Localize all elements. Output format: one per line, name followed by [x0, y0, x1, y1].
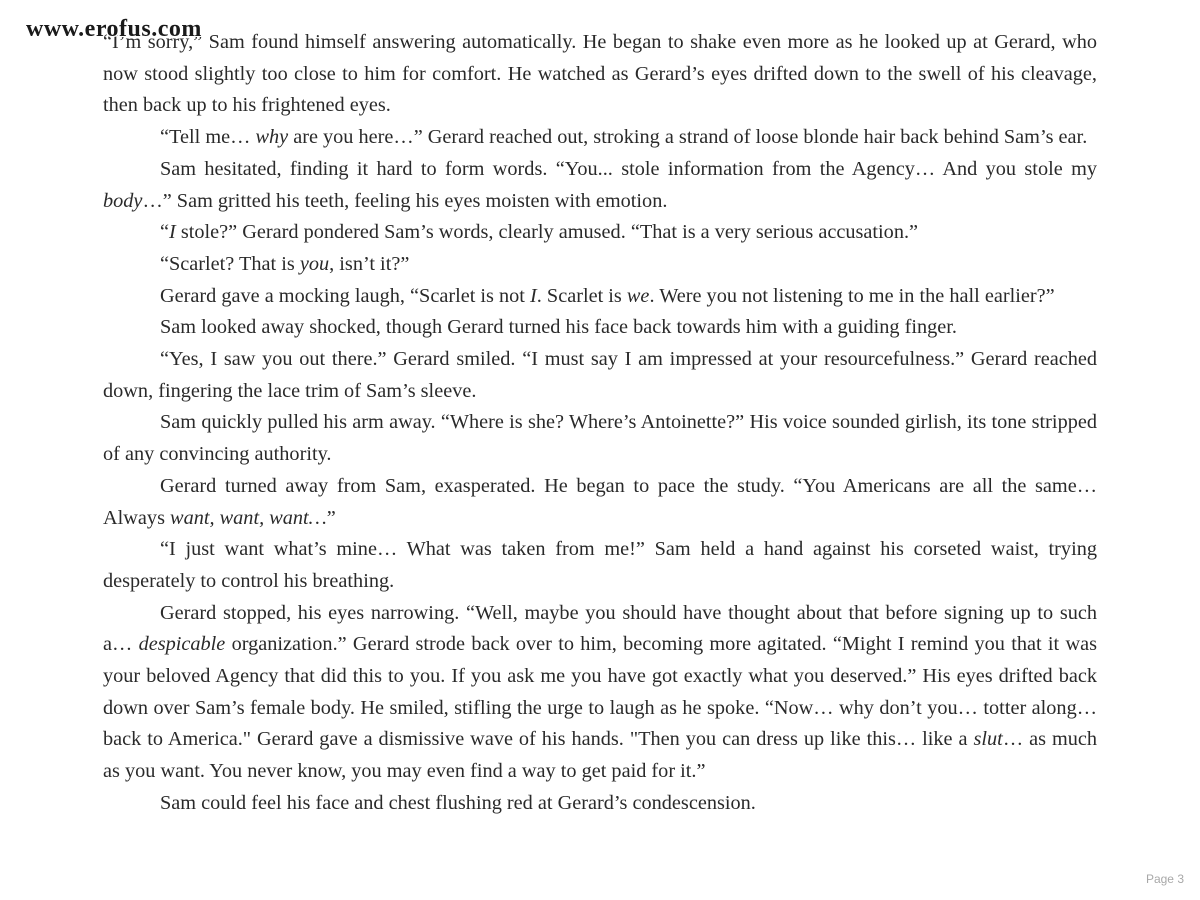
- italic-text: slut: [973, 728, 1003, 751]
- paragraph: [103, 407, 1097, 470]
- text-run: Sam looked away shocked, though Gerard turned his face back towards him with a guiding finger.: [160, 316, 957, 339]
- paragraph: [103, 217, 1097, 249]
- text-run: Gerard stopped, his eyes narrowing. “Well, maybe you should have thought about that before signing up to such a…: [103, 601, 1097, 656]
- text-run: … as much as you want. You never know, you may even find a way to get paid for it.”: [103, 728, 1097, 783]
- text-run: “Yes, I saw you out there.” Gerard smiled. “I must say I am impressed at your resourcefulness.” Gerard reached down, fingering the lace trim of Sam’s sleeve.: [103, 348, 1097, 402]
- paragraph: [103, 122, 1097, 154]
- text-run: “Scarlet? That is: [160, 252, 300, 275]
- text-run: “Tell me…: [160, 126, 256, 149]
- paragraph: [103, 344, 1097, 407]
- text-run: are you here…” Gerard reached out, stroking a strand of loose blonde hair back behind Sam’s ear.: [288, 126, 1088, 149]
- text-run: Sam quickly pulled his arm away. “Where is she? Where’s Antoinette?” His voice sounded girlish, its tone stripped of any convincing authority.: [103, 411, 1097, 466]
- text-run: Sam could feel his face and chest flushing red at Gerard’s condescension.: [160, 791, 756, 814]
- paragraph: [103, 249, 1097, 281]
- text-run: ”: [326, 506, 336, 529]
- paragraph: [103, 281, 1097, 313]
- paragraph: [103, 27, 1097, 122]
- paragraph: [103, 312, 1097, 344]
- text-run: organization.” Gerard strode back over to him, becoming more agitated. “Might I remind you that it was your beloved Agency that did this to you. If you ask me you have got exactly what you deserved.” His eyes drifted back down over Sam’s female body. He smiled, stifling the urge to laugh as he spoke. “Now… why don’t you… totter along… back to America." Gerard gave a dismissive wave of his hands. "Then you can dress up like this… like a: [103, 633, 1097, 751]
- paragraph: [103, 788, 1097, 820]
- paragraph: [103, 471, 1097, 534]
- text-run: “I’m sorry,” Sam found himself answering automatically. He began to shake even more as he looked up at Gerard, who now stood slightly too close to him for comfort. He watched as Gerard’s eyes drifted down to the swell of his cleavage, then back up to his frightened eyes.: [103, 31, 1097, 117]
- paragraph: [103, 534, 1097, 597]
- text-run: stole?” Gerard pondered Sam’s words, clearly amused. “That is a very serious accusation.”: [175, 221, 919, 244]
- page-body: [103, 27, 1097, 820]
- italic-text: want, want, want…: [170, 506, 327, 529]
- text-run: Gerard turned away from Sam, exasperated. He began to pace the study. “You Americans are all the same… Always: [103, 474, 1097, 529]
- text-run: . Scarlet is: [536, 284, 627, 307]
- paragraph: [103, 598, 1097, 788]
- italic-text: despicable: [138, 633, 226, 656]
- italic-text: I: [530, 284, 537, 307]
- watermark: www.erofus.com: [26, 16, 202, 42]
- italic-text: we: [626, 284, 650, 307]
- text-run: “: [160, 221, 170, 244]
- paragraph: [103, 154, 1097, 217]
- italic-text: I: [169, 221, 176, 244]
- text-run: Gerard gave a mocking laugh, “Scarlet is not: [160, 284, 531, 307]
- italic-text: body: [103, 189, 143, 212]
- text-run: . Were you not listening to me in the hall earlier?”: [649, 284, 1055, 307]
- text-run: “I just want what’s mine… What was taken from me!” Sam held a hand against his corseted waist, trying desperately to control his breathing.: [103, 538, 1097, 592]
- text-run: , isn’t it?”: [329, 252, 410, 275]
- page-number: Page 3: [1145, 872, 1184, 886]
- italic-text: you: [299, 252, 330, 275]
- italic-text: why: [255, 126, 289, 149]
- text-run: Sam hesitated, finding it hard to form words. “You... stole information from the Agency… And you stole my: [160, 157, 1097, 180]
- text-run: …” Sam gritted his teeth, feeling his eyes moisten with emotion.: [142, 189, 668, 212]
